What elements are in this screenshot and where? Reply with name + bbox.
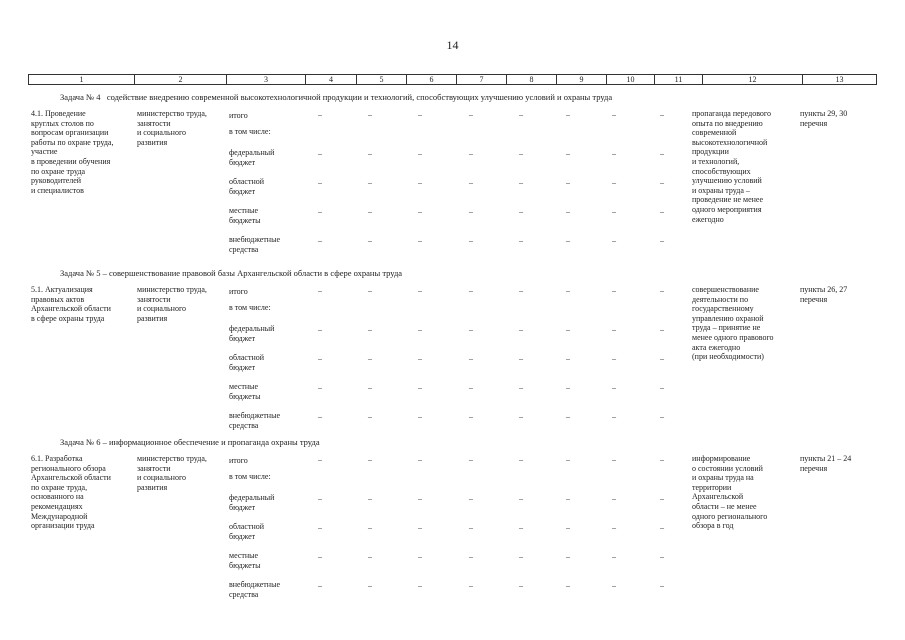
empty-value-dash: – bbox=[368, 354, 372, 363]
empty-value-dash: – bbox=[318, 286, 322, 295]
funding-row-label: федеральный бюджет bbox=[229, 148, 275, 167]
empty-value-dash: – bbox=[469, 552, 473, 561]
empty-value-dash: – bbox=[469, 178, 473, 187]
empty-value-dash: – bbox=[519, 149, 523, 158]
column-number: 11 bbox=[655, 75, 703, 85]
empty-value-dash: – bbox=[368, 286, 372, 295]
empty-value-dash: – bbox=[418, 236, 422, 245]
empty-value-dash: – bbox=[368, 523, 372, 532]
empty-value-dash: – bbox=[469, 383, 473, 392]
task-heading: Задача № 4 содействие внедрению современной высокотехнологичной продукции и технологий, способствующих улучшению условий и охраны труда bbox=[60, 92, 613, 102]
empty-value-dash: – bbox=[660, 412, 664, 421]
empty-value-dash: – bbox=[566, 581, 570, 590]
empty-value-dash: – bbox=[612, 552, 616, 561]
executor-cell: министерство труда, занятости и социального развития bbox=[137, 454, 207, 492]
empty-value-dash: – bbox=[519, 207, 523, 216]
empty-value-dash: – bbox=[612, 236, 616, 245]
empty-value-dash: – bbox=[368, 207, 372, 216]
column-number: 5 bbox=[357, 75, 407, 85]
empty-value-dash: – bbox=[566, 178, 570, 187]
column-number: 10 bbox=[607, 75, 655, 85]
empty-value-dash: – bbox=[612, 494, 616, 503]
empty-value-dash: – bbox=[368, 455, 372, 464]
empty-value-dash: – bbox=[519, 178, 523, 187]
empty-value-dash: – bbox=[660, 149, 664, 158]
empty-value-dash: – bbox=[469, 286, 473, 295]
empty-value-dash: – bbox=[566, 110, 570, 119]
column-number: 4 bbox=[306, 75, 357, 85]
empty-value-dash: – bbox=[519, 286, 523, 295]
empty-value-dash: – bbox=[519, 523, 523, 532]
empty-value-dash: – bbox=[660, 581, 664, 590]
empty-value-dash: – bbox=[566, 455, 570, 464]
column-number: 2 bbox=[135, 75, 227, 85]
empty-value-dash: – bbox=[318, 325, 322, 334]
column-number: 7 bbox=[457, 75, 507, 85]
empty-value-dash: – bbox=[566, 552, 570, 561]
empty-value-dash: – bbox=[318, 494, 322, 503]
funding-row-label: областной бюджет bbox=[229, 522, 265, 541]
empty-value-dash: – bbox=[418, 207, 422, 216]
empty-value-dash: – bbox=[566, 383, 570, 392]
column-number-header bbox=[28, 74, 877, 85]
empty-value-dash: – bbox=[612, 149, 616, 158]
empty-value-dash: – bbox=[318, 354, 322, 363]
empty-value-dash: – bbox=[519, 383, 523, 392]
task-heading: Задача № 5 – совершенствование правовой базы Архангельской области в сфере охраны труда bbox=[60, 268, 403, 278]
empty-value-dash: – bbox=[368, 325, 372, 334]
empty-value-dash: – bbox=[318, 149, 322, 158]
empty-value-dash: – bbox=[612, 325, 616, 334]
empty-value-dash: – bbox=[368, 178, 372, 187]
empty-value-dash: – bbox=[469, 325, 473, 334]
funding-row-label: в том числе: bbox=[229, 303, 271, 312]
column-number: 3 bbox=[227, 75, 306, 85]
empty-value-dash: – bbox=[519, 110, 523, 119]
empty-value-dash: – bbox=[469, 110, 473, 119]
empty-value-dash: – bbox=[660, 325, 664, 334]
funding-row-label: местные бюджеты bbox=[229, 382, 261, 401]
empty-value-dash: – bbox=[368, 552, 372, 561]
empty-value-dash: – bbox=[418, 523, 422, 532]
empty-value-dash: – bbox=[418, 325, 422, 334]
column-number: 8 bbox=[507, 75, 557, 85]
empty-value-dash: – bbox=[612, 581, 616, 590]
empty-value-dash: – bbox=[566, 236, 570, 245]
empty-value-dash: – bbox=[318, 412, 322, 421]
empty-value-dash: – bbox=[469, 523, 473, 532]
column-number: 9 bbox=[557, 75, 607, 85]
empty-value-dash: – bbox=[566, 286, 570, 295]
empty-value-dash: – bbox=[566, 494, 570, 503]
empty-value-dash: – bbox=[318, 552, 322, 561]
empty-value-dash: – bbox=[418, 178, 422, 187]
empty-value-dash: – bbox=[519, 412, 523, 421]
funding-row-label: федеральный бюджет bbox=[229, 493, 275, 512]
funding-row-label: внебюджетные средства bbox=[229, 580, 280, 599]
page-number: 14 bbox=[446, 38, 459, 52]
empty-value-dash: – bbox=[368, 236, 372, 245]
empty-value-dash: – bbox=[318, 383, 322, 392]
executor-cell: министерство труда, занятости и социального развития bbox=[137, 285, 207, 323]
empty-value-dash: – bbox=[519, 552, 523, 561]
empty-value-dash: – bbox=[318, 207, 322, 216]
empty-value-dash: – bbox=[368, 383, 372, 392]
empty-value-dash: – bbox=[519, 581, 523, 590]
empty-value-dash: – bbox=[469, 149, 473, 158]
funding-row-label: местные бюджеты bbox=[229, 206, 261, 225]
empty-value-dash: – bbox=[612, 110, 616, 119]
funding-row-label: внебюджетные средства bbox=[229, 411, 280, 430]
funding-row-label: в том числе: bbox=[229, 127, 271, 136]
empty-value-dash: – bbox=[418, 383, 422, 392]
empty-value-dash: – bbox=[660, 236, 664, 245]
empty-value-dash: – bbox=[519, 236, 523, 245]
empty-value-dash: – bbox=[519, 325, 523, 334]
empty-value-dash: – bbox=[566, 149, 570, 158]
funding-row-label: в том числе: bbox=[229, 472, 271, 481]
empty-value-dash: – bbox=[660, 494, 664, 503]
activity-cell: 5.1. Актуализация правовых актов Архангельской области в сфере охраны труда bbox=[31, 285, 111, 323]
empty-value-dash: – bbox=[612, 383, 616, 392]
empty-value-dash: – bbox=[519, 455, 523, 464]
empty-value-dash: – bbox=[566, 412, 570, 421]
funding-row-label: областной бюджет bbox=[229, 353, 265, 372]
result-cell: информирование о состоянии условий и охраны труда на территории Архангельской области – не менее одного регионального обзора в год bbox=[692, 454, 768, 531]
empty-value-dash: – bbox=[660, 383, 664, 392]
empty-value-dash: – bbox=[469, 354, 473, 363]
empty-value-dash: – bbox=[612, 178, 616, 187]
column-number: 1 bbox=[29, 75, 135, 85]
empty-value-dash: – bbox=[519, 354, 523, 363]
column-number: 12 bbox=[703, 75, 803, 85]
empty-value-dash: – bbox=[612, 286, 616, 295]
empty-value-dash: – bbox=[566, 354, 570, 363]
column-number: 13 bbox=[803, 75, 877, 85]
empty-value-dash: – bbox=[418, 494, 422, 503]
empty-value-dash: – bbox=[368, 494, 372, 503]
empty-value-dash: – bbox=[566, 207, 570, 216]
funding-row-label: итого bbox=[229, 287, 248, 296]
empty-value-dash: – bbox=[318, 110, 322, 119]
empty-value-dash: – bbox=[368, 412, 372, 421]
empty-value-dash: – bbox=[566, 325, 570, 334]
activity-cell: 4.1. Проведение круглых столов по вопросам организации работы по охране труда, участие в проведении обучения по охране труда руководителей и специалистов bbox=[31, 109, 114, 195]
empty-value-dash: – bbox=[612, 354, 616, 363]
empty-value-dash: – bbox=[469, 494, 473, 503]
empty-value-dash: – bbox=[469, 581, 473, 590]
funding-row-label: местные бюджеты bbox=[229, 551, 261, 570]
empty-value-dash: – bbox=[418, 149, 422, 158]
funding-row-label: итого bbox=[229, 111, 248, 120]
empty-value-dash: – bbox=[612, 455, 616, 464]
empty-value-dash: – bbox=[660, 354, 664, 363]
empty-value-dash: – bbox=[318, 236, 322, 245]
empty-value-dash: – bbox=[318, 581, 322, 590]
empty-value-dash: – bbox=[566, 523, 570, 532]
reference-cell: пункты 29, 30 перечня bbox=[800, 109, 848, 128]
empty-value-dash: – bbox=[469, 412, 473, 421]
empty-value-dash: – bbox=[318, 455, 322, 464]
executor-cell: министерство труда, занятости и социального развития bbox=[137, 109, 207, 147]
reference-cell: пункты 26, 27 перечня bbox=[800, 285, 848, 304]
empty-value-dash: – bbox=[418, 412, 422, 421]
empty-value-dash: – bbox=[418, 552, 422, 561]
empty-value-dash: – bbox=[660, 110, 664, 119]
empty-value-dash: – bbox=[318, 523, 322, 532]
column-number: 6 bbox=[407, 75, 457, 85]
empty-value-dash: – bbox=[418, 286, 422, 295]
empty-value-dash: – bbox=[660, 552, 664, 561]
empty-value-dash: – bbox=[368, 110, 372, 119]
empty-value-dash: – bbox=[418, 581, 422, 590]
task-heading: Задача № 6 – информационное обеспечение и пропаганда охраны труда bbox=[60, 437, 320, 447]
funding-row-label: итого bbox=[229, 456, 248, 465]
empty-value-dash: – bbox=[660, 178, 664, 187]
empty-value-dash: – bbox=[469, 236, 473, 245]
funding-row-label: федеральный бюджет bbox=[229, 324, 275, 343]
empty-value-dash: – bbox=[660, 455, 664, 464]
empty-value-dash: – bbox=[612, 412, 616, 421]
empty-value-dash: – bbox=[418, 455, 422, 464]
funding-row-label: внебюджетные средства bbox=[229, 235, 280, 254]
reference-cell: пункты 21 – 24 перечня bbox=[800, 454, 852, 473]
empty-value-dash: – bbox=[368, 149, 372, 158]
empty-value-dash: – bbox=[469, 207, 473, 216]
empty-value-dash: – bbox=[519, 494, 523, 503]
empty-value-dash: – bbox=[418, 354, 422, 363]
empty-value-dash: – bbox=[660, 286, 664, 295]
empty-value-dash: – bbox=[612, 207, 616, 216]
activity-cell: 6.1. Разработка регионального обзора Архангельской области по охране труда, основанного на рекомендациях Международной организации труда bbox=[31, 454, 111, 531]
result-cell: совершенствование деятельности по государственному управлению охраной труда – принятие не менее одного правового акта ежегодно (при необходимости) bbox=[692, 285, 774, 362]
empty-value-dash: – bbox=[660, 207, 664, 216]
empty-value-dash: – bbox=[612, 523, 616, 532]
empty-value-dash: – bbox=[418, 110, 422, 119]
empty-value-dash: – bbox=[660, 523, 664, 532]
empty-value-dash: – bbox=[469, 455, 473, 464]
result-cell: пропаганда передового опыта по внедрению современной высокотехнологичной продукции и технологий, способствующих улучшению условий и охраны труда – проведение не менее одного мероприятия ежегодно bbox=[692, 109, 771, 224]
funding-row-label: областной бюджет bbox=[229, 177, 265, 196]
empty-value-dash: – bbox=[368, 581, 372, 590]
empty-value-dash: – bbox=[318, 178, 322, 187]
